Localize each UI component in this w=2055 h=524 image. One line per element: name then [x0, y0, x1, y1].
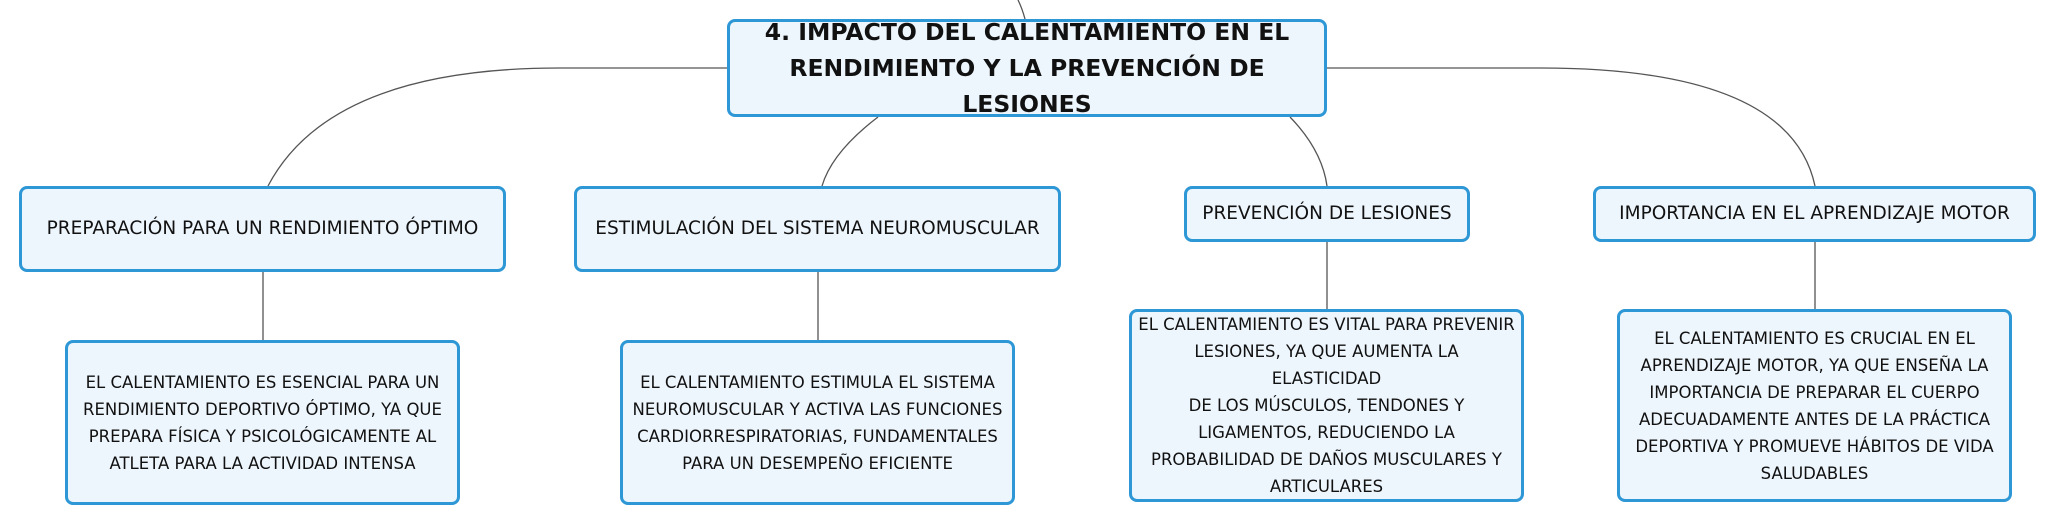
- detail-line: NEUROMUSCULAR Y ACTIVA LAS FUNCIONES: [632, 399, 1003, 419]
- detail-line: DEPORTIVA Y PROMUEVE HÁBITOS DE VIDA: [1635, 436, 1994, 456]
- detail-line: ADECUADAMENTE ANTES DE LA PRÁCTICA: [1638, 409, 1991, 429]
- branch-prevencion[interactable]: [1184, 186, 1470, 242]
- detail-line: EL CALENTAMIENTO ES CRUCIAL EN EL: [1654, 328, 1975, 348]
- detail-line: LIGAMENTOS, REDUCIENDO LA: [1198, 423, 1455, 442]
- branch-label: IMPORTANCIA EN EL APRENDIZAJE MOTOR: [1619, 203, 2010, 224]
- branch-estimulacion[interactable]: [574, 186, 1061, 272]
- detail-preparacion[interactable]: [65, 340, 460, 505]
- detail-line: EL CALENTAMIENTO ES ESENCIAL PARA UN: [85, 372, 440, 392]
- detail-line: PROBABILIDAD DE DAÑOS MUSCULARES Y: [1151, 450, 1502, 469]
- connector-central-to-branch-2: [822, 117, 878, 186]
- branch-label: ESTIMULACIÓN DEL SISTEMA NEUROMUSCULAR: [595, 218, 1040, 239]
- detail-line: DE LOS MÚSCULOS, TENDONES Y: [1188, 396, 1465, 415]
- detail-prevencion[interactable]: [1129, 309, 1524, 502]
- detail-line: IMPORTANCIA DE PREPARAR EL CUERPO: [1649, 382, 1980, 402]
- detail-line: EL CALENTAMIENTO ES VITAL PARA PREVENIR: [1138, 315, 1515, 334]
- detail-line: SALUDABLES: [1760, 463, 1869, 483]
- central-topic-line-2: RENDIMIENTO Y LA PREVENCIÓN DE LESIONES: [789, 54, 1265, 117]
- connector-central-to-branch-3: [1290, 117, 1327, 186]
- detail-line: RENDIMIENTO DEPORTIVO ÓPTIMO, YA QUE: [83, 399, 442, 419]
- detail-line: PARA UN DESEMPEÑO EFICIENTE: [682, 453, 953, 473]
- branch-preparacion[interactable]: [19, 186, 506, 272]
- detail-line: PREPARA FÍSICA Y PSICOLÓGICAMENTE AL: [88, 426, 437, 446]
- branch-label: PREPARACIÓN PARA UN RENDIMIENTO ÓPTIMO: [46, 218, 479, 239]
- detail-line: CARDIORRESPIRATORIAS, FUNDAMENTALES: [637, 426, 998, 446]
- central-topic-line-1: 4. IMPACTO DEL CALENTAMIENTO EN EL: [764, 19, 1290, 46]
- detail-line: ARTICULARES: [1269, 477, 1384, 496]
- detail-aprendizaje[interactable]: [1617, 309, 2012, 502]
- detail-estimulacion[interactable]: [620, 340, 1015, 505]
- connector-central-to-branch-1: [268, 68, 727, 186]
- connector-central-to-branch-4: [1327, 68, 1815, 186]
- detail-line: EL CALENTAMIENTO ESTIMULA EL SISTEMA: [640, 372, 995, 392]
- branch-aprendizaje[interactable]: [1593, 186, 2036, 242]
- detail-line: APRENDIZAJE MOTOR, YA QUE ENSEÑA LA: [1640, 355, 1989, 375]
- detail-line: ATLETA PARA LA ACTIVIDAD INTENSA: [109, 453, 416, 473]
- detail-line: LESIONES, YA QUE AUMENTA LA ELASTICIDAD: [1194, 342, 1459, 388]
- connector-parent: [1018, 0, 1025, 19]
- central-topic[interactable]: [727, 19, 1327, 117]
- branch-label: PREVENCIÓN DE LESIONES: [1202, 203, 1452, 224]
